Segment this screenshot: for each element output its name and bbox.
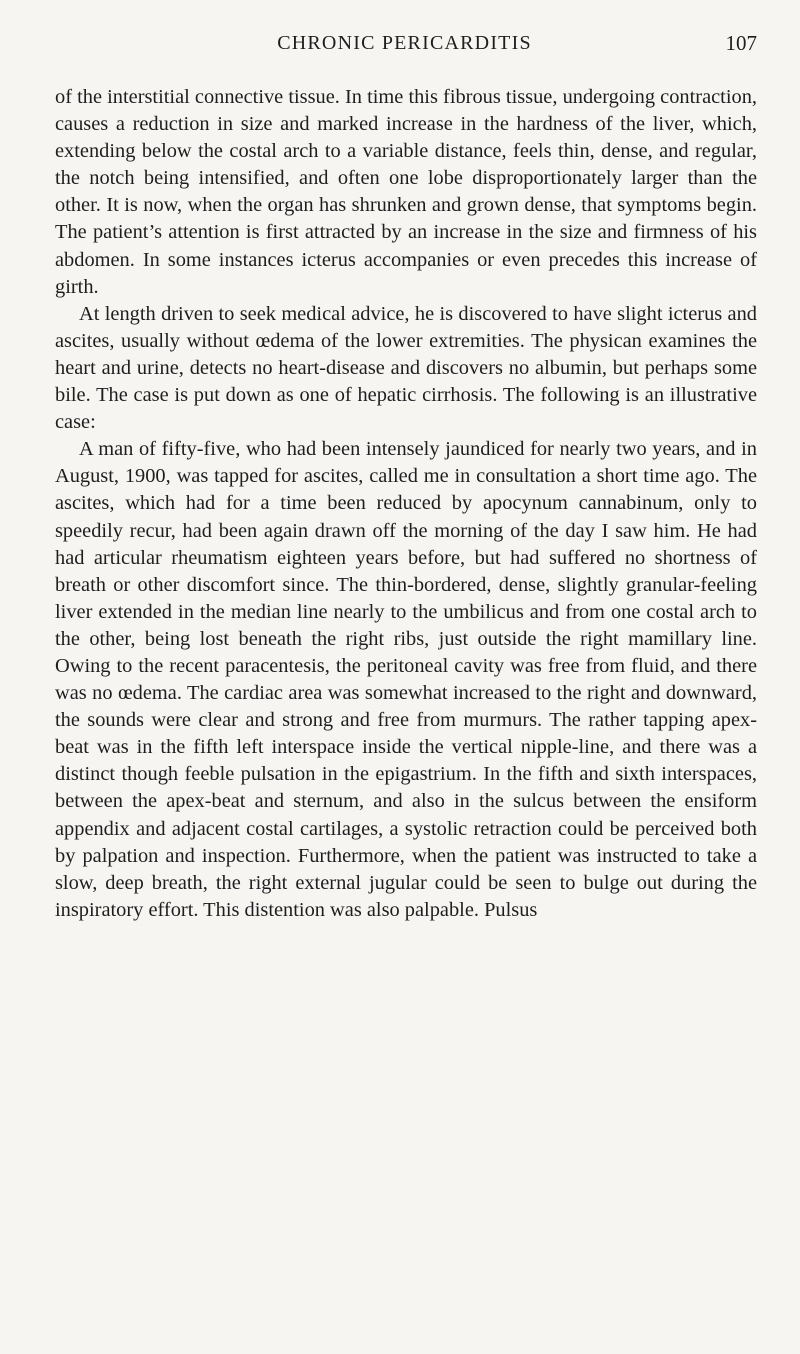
running-head xyxy=(52,26,757,60)
paragraph-illustrative-case: A man of fifty-five, who had been intensely jaundiced for nearly two years, and in August, 1900, was tapped for ascites, called me in consultation a short time ago. The ascites, which had for a time been reduced by apocynum cannabinum, only to speedily recur, had been again drawn off the morning of the day I saw him. He had had articular rheumatism eighteen years before, but had suffered no shortness of breath or other discomfort since. The thin-bordered, dense, slightly granular-feeling liver extended in the median line nearly to the umbilicus and from one costal arch to the other, being lost beneath the right ribs, just outside the right mamillary line. Owing to the recent paracentesis, the peritoneal cavity was free from fluid, and there was no œdema. The cardiac area was somewhat increased to the right and downward, the sounds were clear and strong and free from murmurs. The rather tapping apex-beat was in the fifth left interspace inside the vertical nipple-line, and there was a distinct though feeble pulsation in the epigastrium. In the fifth and sixth interspaces, between the apex-beat and sternum, and also in the sulcus between the ensiform appendix and adjacent costal cartilages, a systolic retraction could be perceived both by palpation and inspection. Furthermore, when the patient was instructed to take a slow, deep breath, the right external jugular could be seen to bulge out during the inspiratory effort. This distention was also palpable. Pulsus xyxy=(55,438,757,921)
page-number: 107 xyxy=(725,31,757,55)
body-text xyxy=(55,84,757,924)
paragraph-continuation: of the interstitial connective tissue. In time this fibrous tissue, undergoing contraction, causes a reduction in size and marked increase in the hardness of the liver, which, extending below the costal arch to a variable distance, feels thin, dense, and regular, the notch being intensified, and often one lobe disproportionately larger than the other. It is now, when the organ has shrunken and grown dense, that symptoms begin. The patient’s attention is first attracted by an increase in the size and firmness of his abdomen. In some instances icterus accompanies or even precedes this increase of girth. xyxy=(55,86,757,298)
paragraph-medical-advice: At length driven to seek medical advice, he is discovered to have slight icterus and ascites, usually without œdema of the lower extremities. The physican examines the heart and urine, detects no heart-disease and discovers no albumin, but perhaps some bile. The case is put down as one of hepatic cirrhosis. The following is an illustrative case: xyxy=(55,302,757,434)
running-title: CHRONIC PERICARDITIS xyxy=(277,32,532,54)
